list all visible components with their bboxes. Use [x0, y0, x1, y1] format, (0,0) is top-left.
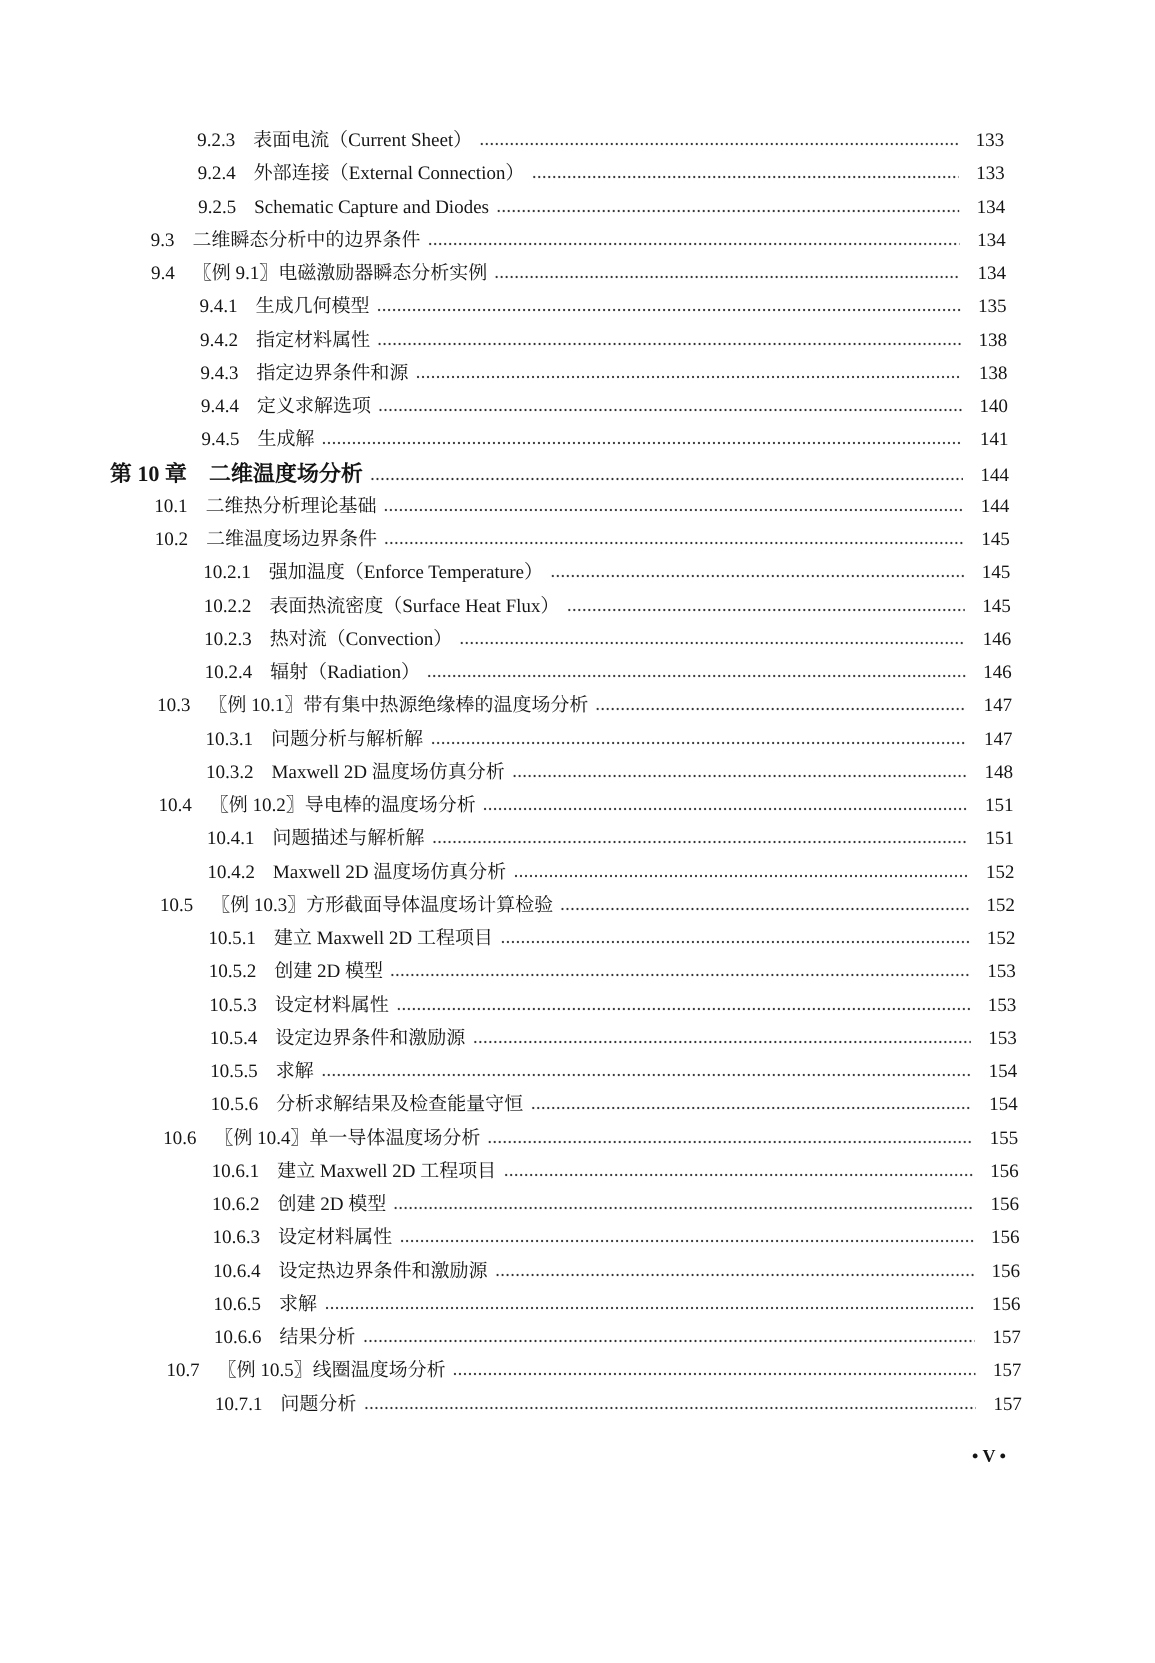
toc-dot-leader — [531, 175, 958, 179]
toc-entry-number: 10.7.1 — [214, 1393, 263, 1415]
toc-dot-leader — [321, 1073, 972, 1077]
toc-entry-title: 指定边界条件和源 — [256, 362, 409, 384]
toc-entry-title: 创建 2D 模型 — [274, 961, 384, 983]
toc-entry-number: 第 10 章 — [109, 460, 188, 486]
toc-entry-number: 10.5.5 — [210, 1061, 258, 1082]
toc-entry-page: 156 — [989, 1160, 1019, 1182]
toc-entry-number: 10.6.1 — [211, 1160, 260, 1182]
toc-entry-page: 138 — [978, 362, 1008, 384]
toc-entry-page: 156 — [990, 1227, 1020, 1249]
toc-entry-title: 表面电流（Current Sheet） — [253, 130, 473, 151]
toc-dot-leader — [453, 1372, 976, 1376]
toc-section-entry — [1, 224, 1005, 257]
toc-dot-leader — [377, 342, 961, 346]
toc-entry-number: 9.4.3 — [200, 362, 239, 384]
toc-entry-title: 二维热分析理论基础 — [205, 495, 377, 517]
toc-entry-page: 151 — [984, 795, 1014, 816]
toc-subsection-entry — [2, 290, 1006, 323]
toc-entry-number: 9.4 — [150, 263, 175, 284]
toc-entry-page: 157 — [992, 1360, 1022, 1382]
toc-subsection-entry — [9, 756, 1013, 789]
toc-entry-title: 〖例 10.1〗带有集中热源绝缘棒的温度场分析 — [208, 695, 589, 717]
toc-entry-title: 创建 2D 模型 — [277, 1194, 387, 1215]
toc-entry-number: 10.5.2 — [208, 961, 257, 983]
toc-entry-page: 153 — [988, 1027, 1017, 1049]
toc-entry-number: 9.4.1 — [199, 296, 238, 318]
toc-section-entry — [17, 1354, 1021, 1387]
toc-section-entry — [5, 490, 1009, 523]
toc-subsection-entry — [16, 1255, 1020, 1288]
toc-dot-leader — [430, 741, 967, 745]
toc-section-entry — [14, 1122, 1018, 1155]
toc-entry-page: 134 — [977, 263, 1007, 284]
toc-dot-leader — [459, 641, 965, 645]
toc-entry-number: 10.4 — [158, 795, 192, 816]
toc-entry-number: 10.6.6 — [213, 1327, 262, 1348]
toc-dot-leader — [321, 441, 962, 445]
toc-entry-number: 10.6.2 — [211, 1194, 260, 1215]
toc-subsection-entry — [13, 1055, 1017, 1088]
toc-entry-title: 求解 — [278, 1293, 318, 1315]
toc-dot-leader — [363, 1406, 976, 1410]
toc-entry-page: 156 — [991, 1293, 1021, 1315]
toc-entry-number: 10.6.3 — [212, 1227, 261, 1249]
toc-subsection-entry — [8, 723, 1012, 756]
toc-entry-number: 10.3 — [156, 695, 191, 717]
toc-entry-page: 154 — [988, 1061, 1018, 1082]
toc-entry-number: 9.4.5 — [201, 429, 240, 451]
toc-dot-leader — [479, 142, 958, 146]
toc-dot-leader — [362, 1339, 975, 1343]
toc-entry-page: 155 — [989, 1127, 1019, 1149]
toc-subsection-entry — [15, 1188, 1019, 1221]
toc-dot-leader — [513, 874, 968, 878]
toc-entry-page: 146 — [983, 662, 1012, 683]
toc-entry-number: 10.5.1 — [208, 928, 257, 949]
toc-dot-leader — [384, 541, 964, 545]
toc-entry-number: 10.3.2 — [205, 761, 254, 783]
toc-entry-number: 10.4.2 — [207, 861, 256, 883]
toc-entry-page: 141 — [979, 429, 1009, 451]
toc-dot-leader — [550, 574, 964, 578]
toc-dot-leader — [503, 1173, 973, 1177]
toc-entry-title: 二维温度场分析 — [208, 460, 364, 486]
toc-entry-title: 生成几何模型 — [255, 296, 370, 318]
toc-entry-number: 10.4.1 — [206, 828, 255, 850]
toc-dot-leader — [384, 508, 964, 512]
toc-entry-title: 二维瞬态分析中的边界条件 — [192, 229, 421, 251]
toc-dot-leader — [393, 1206, 973, 1210]
toc-entry-page: 145 — [981, 529, 1010, 550]
toc-dot-leader — [495, 1273, 975, 1277]
toc-entry-title: 设定材料属性 — [277, 1227, 393, 1249]
toc-entry-title: 分析求解结果及检查能量守恒 — [276, 1094, 524, 1116]
toc-subsection-entry — [13, 1088, 1017, 1121]
toc-entry-number: 10.2.4 — [204, 662, 253, 683]
toc-entry-title: Maxwell 2D 温度场仿真分析 — [272, 861, 507, 883]
toc-dot-leader — [487, 1140, 972, 1144]
toc-entry-number: 10.6.5 — [213, 1293, 262, 1315]
toc-subsection-entry — [16, 1288, 1020, 1321]
toc-subsection-entry — [10, 856, 1014, 889]
toc-section-entry — [6, 523, 1010, 556]
toc-subsection-entry — [17, 1321, 1021, 1354]
toc-subsection-entry — [12, 955, 1016, 988]
toc-section-entry — [9, 789, 1013, 822]
toc-entry-title: 设定热边界条件和激励源 — [278, 1260, 488, 1282]
toc-entry-number: 9.3 — [150, 229, 175, 251]
toc-entry-page: 156 — [991, 1260, 1021, 1282]
toc-subsection-entry — [0, 124, 1004, 157]
toc-dot-leader — [496, 209, 959, 213]
toc-entry-title: 定义求解选项 — [256, 396, 372, 417]
toc-entry-page: 152 — [985, 861, 1015, 883]
toc-subsection-entry — [7, 623, 1011, 656]
toc-entry-page: 157 — [993, 1393, 1023, 1415]
toc-subsection-entry — [0, 157, 1004, 190]
toc-entry-page: 144 — [980, 495, 1010, 517]
toc-entry-title: 〖例 9.1〗电磁激励器瞬态分析实例 — [192, 263, 488, 284]
toc-subsection-entry — [13, 1022, 1017, 1055]
toc-dot-leader — [427, 242, 959, 246]
toc-entry-page: 152 — [986, 928, 1016, 949]
toc-entry-title: 建立 Maxwell 2D 工程项目 — [276, 1160, 497, 1182]
toc-entry-page: 148 — [984, 761, 1014, 783]
toc-entry-page: 152 — [986, 894, 1016, 916]
toc-entry-page: 134 — [976, 196, 1006, 218]
toc-entry-page: 157 — [992, 1327, 1022, 1348]
toc-dot-leader — [416, 375, 962, 379]
toc-section-entry — [11, 889, 1015, 922]
toc-entry-number: 10.2.2 — [203, 595, 252, 617]
toc-dot-leader — [427, 674, 966, 678]
toc-dot-leader — [378, 408, 962, 412]
toc-entry-title: 辐射（Radiation） — [270, 662, 421, 683]
toc-subsection-entry — [7, 590, 1011, 623]
toc-entry-number: 10.5.4 — [209, 1027, 258, 1049]
toc-entry-page: 154 — [989, 1094, 1018, 1116]
toc-entry-title: 设定材料属性 — [274, 994, 389, 1016]
toc-entry-title: 表面热流密度（Surface Heat Flux） — [269, 595, 560, 617]
toc-dot-leader — [500, 940, 970, 944]
toc-entry-page: 147 — [983, 728, 1013, 750]
toc-entry-title: 二维温度场边界条件 — [205, 529, 378, 550]
toc-entry-title: 生成解 — [257, 429, 315, 451]
toc-entry-page: 147 — [983, 695, 1013, 717]
toc-entry-number: 9.2.4 — [197, 163, 236, 185]
toc-dot-leader — [512, 774, 967, 778]
toc-subsection-entry — [15, 1221, 1019, 1254]
toc-dot-leader — [494, 275, 960, 279]
toc-entry-title: 问题描述与解析解 — [272, 828, 425, 850]
toc-subsection-entry — [3, 357, 1007, 390]
toc-dot-leader — [324, 1306, 975, 1310]
toc-entry-number: 10.2.3 — [204, 628, 252, 650]
toc-subsection-entry — [12, 989, 1016, 1022]
toc-entry-number: 10.7 — [166, 1360, 200, 1382]
toc-subsection-entry — [6, 556, 1010, 589]
toc-entry-page: 135 — [977, 296, 1007, 318]
toc-entry-page: 134 — [976, 229, 1006, 251]
toc-entry-title: 设定边界条件和激励源 — [275, 1027, 466, 1049]
page-number-footer: • V • — [972, 1446, 1006, 1466]
toc-entry-number: 10.3.1 — [205, 728, 254, 750]
toc-entry-page: 138 — [978, 329, 1008, 351]
toc-entry-number: 9.4.2 — [199, 329, 239, 351]
toc-entry-title: 问题分析与解析解 — [270, 728, 424, 750]
toc-subsection-entry — [7, 656, 1011, 689]
toc-subsection-entry — [18, 1388, 1022, 1421]
toc-entry-title: 热对流（Convection） — [269, 628, 453, 650]
toc-entry-title: 结果分析 — [279, 1327, 356, 1348]
toc-subsection-entry — [11, 922, 1015, 955]
toc-dot-leader — [472, 1040, 971, 1044]
toc-dot-leader — [483, 807, 968, 811]
toc-entry-page: 146 — [982, 628, 1012, 650]
toc-dot-leader — [370, 477, 963, 481]
toc-dot-leader — [377, 308, 961, 312]
toc-subsection-entry — [10, 822, 1014, 855]
toc-entry-page: 151 — [985, 828, 1015, 850]
toc-entry-number: 10.5.6 — [210, 1094, 259, 1116]
toc-entry-title: Schematic Capture and Diodes — [254, 196, 490, 218]
toc-dot-leader — [530, 1106, 972, 1110]
toc-dot-leader — [595, 707, 966, 711]
toc-section-entry — [2, 257, 1006, 290]
toc-entry-title: 强加温度（Enforce Temperature） — [268, 562, 544, 584]
toc-section-entry — [8, 689, 1012, 722]
toc-entry-number: 10.6 — [163, 1127, 197, 1149]
table-of-contents — [0, 124, 1022, 1421]
toc-subsection-entry — [14, 1155, 1018, 1188]
toc-subsection-entry — [4, 423, 1008, 456]
toc-entry-page: 145 — [981, 562, 1011, 584]
toc-entry-page: 133 — [975, 130, 1005, 151]
toc-dot-leader — [560, 907, 969, 911]
toc-entry-title: 指定材料属性 — [255, 329, 371, 351]
toc-entry-number: 10.2 — [154, 529, 189, 550]
toc-chapter-entry — [5, 457, 1009, 490]
toc-dot-leader — [399, 1239, 974, 1243]
toc-entry-number: 10.2.1 — [203, 562, 251, 584]
toc-entry-title: 〖例 10.3〗方形截面导体温度场计算检验 — [211, 894, 554, 916]
toc-entry-page: 153 — [987, 961, 1016, 983]
toc-entry-title: 求解 — [275, 1061, 314, 1082]
toc-entry-page: 145 — [982, 595, 1011, 617]
toc-dot-leader — [432, 840, 969, 844]
toc-entry-number: 10.5 — [159, 894, 194, 916]
toc-entry-page: 156 — [990, 1194, 1020, 1215]
toc-dot-leader — [396, 1007, 971, 1011]
toc-subsection-entry — [3, 324, 1007, 357]
toc-dot-leader — [566, 608, 964, 612]
toc-entry-title: 外部连接（External Connection） — [253, 163, 525, 185]
toc-dot-leader — [390, 973, 970, 977]
toc-subsection-entry — [4, 390, 1008, 423]
toc-entry-number: 9.2.3 — [197, 130, 236, 151]
toc-entry-number: 9.4.4 — [200, 396, 240, 417]
toc-entry-number: 10.6.4 — [212, 1260, 261, 1282]
toc-entry-page: 133 — [976, 163, 1005, 185]
toc-entry-title: Maxwell 2D 温度场仿真分析 — [271, 761, 505, 783]
toc-entry-page: 144 — [980, 464, 1010, 486]
toc-entry-number: 9.2.5 — [198, 196, 237, 218]
toc-entry-number: 10.5.3 — [209, 994, 257, 1016]
toc-entry-title: 问题分析 — [280, 1393, 357, 1415]
toc-entry-title: 〖例 10.2〗导电棒的温度场分析 — [209, 795, 476, 816]
toc-entry-page: 140 — [979, 396, 1009, 417]
toc-entry-title: 建立 Maxwell 2D 工程项目 — [273, 928, 494, 949]
toc-entry-title: 〖例 10.5〗线圈温度场分析 — [217, 1360, 446, 1382]
toc-subsection-entry — [1, 191, 1005, 224]
toc-entry-title: 〖例 10.4〗单一导体温度场分析 — [214, 1127, 481, 1149]
toc-entry-number: 10.1 — [154, 495, 188, 517]
toc-entry-page: 153 — [987, 994, 1017, 1016]
